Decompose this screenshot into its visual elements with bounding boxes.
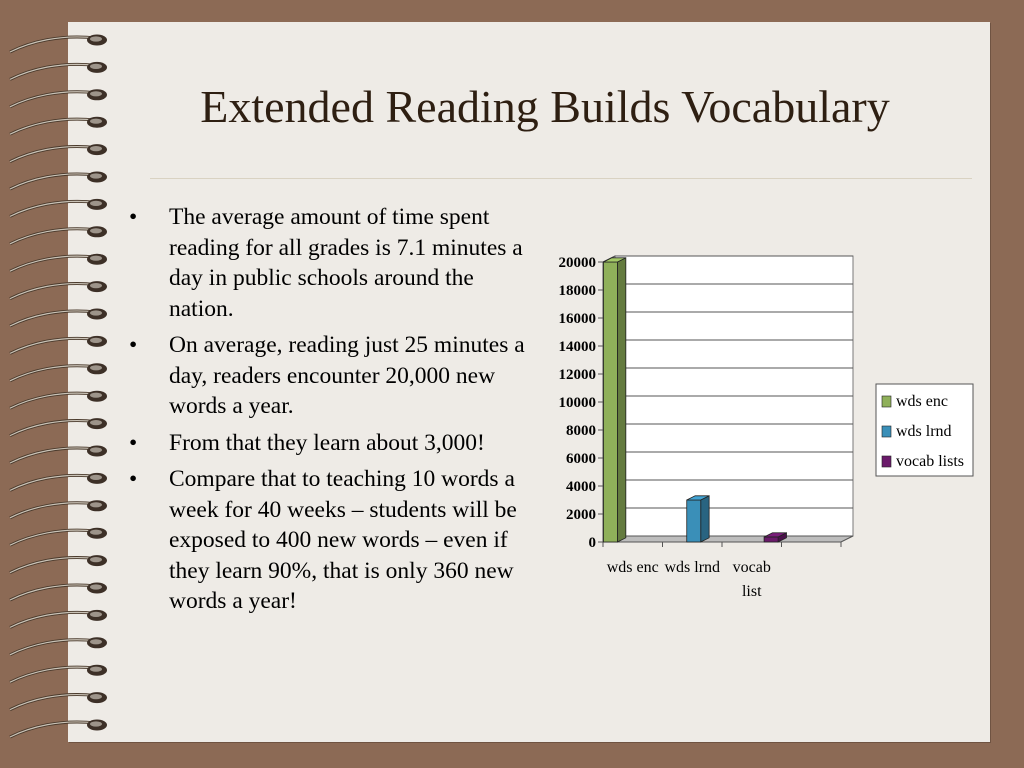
legend-swatch: [882, 396, 891, 407]
ring-hole-shine: [90, 502, 102, 507]
ring-hole-shine: [90, 365, 102, 370]
ring-hole-shine: [90, 612, 102, 617]
ring-wire: [10, 366, 96, 381]
ring-hole-shine: [90, 256, 102, 261]
spiral-ring: [10, 418, 107, 436]
spiral-ring: [10, 144, 107, 162]
slide-title: Extended Reading Builds Vocabulary: [200, 81, 890, 132]
bullet-text: The average amount of time spent reading for all grades is 7.1 minutes a day in public schools around the nation.: [169, 204, 523, 322]
bullet-text: From that they learn about 3,000!: [169, 429, 485, 456]
ring-hole-shine: [90, 639, 102, 644]
ring-hole-shine: [90, 667, 102, 672]
ring-wire: [10, 695, 96, 710]
ring-hole-shine: [90, 228, 102, 233]
ring-hole-shine: [90, 201, 102, 206]
ring-hole-shine: [90, 119, 102, 124]
ring-wire: [10, 338, 96, 353]
y-tick-label: 6000: [566, 451, 596, 467]
bar-side: [617, 258, 625, 542]
spiral-ring: [10, 336, 107, 354]
spiral-ring: [10, 500, 107, 518]
ring-hole-shine: [90, 530, 102, 535]
ring-hole-shine: [90, 91, 102, 96]
plot-floor: [603, 536, 853, 542]
ring-wire: [10, 612, 96, 627]
ring-hole-shine: [90, 64, 102, 69]
bullet-item: [125, 330, 535, 422]
ring-wire: [10, 475, 96, 490]
ring-hole-shine: [90, 557, 102, 562]
spiral-ring: [10, 254, 107, 272]
ring-hole-shine: [90, 338, 102, 343]
y-tick-label: 16000: [558, 311, 596, 327]
y-tick-label: 10000: [558, 395, 596, 411]
bar-front: [687, 500, 701, 542]
spiral-ring: [10, 363, 107, 381]
ring-hole-shine: [90, 721, 102, 726]
x-category-label: list: [741, 583, 762, 600]
ring-hole-shine: [90, 694, 102, 699]
bar-wds-lrnd: [687, 496, 709, 542]
ring-wire: [10, 119, 96, 134]
ring-wire: [10, 64, 96, 79]
spiral-ring: [10, 391, 107, 409]
y-tick-label: 20000: [558, 255, 596, 271]
bar-front: [603, 262, 617, 542]
title-divider: [150, 178, 972, 179]
bullet-marker: •: [129, 429, 138, 456]
ring-wire: [10, 530, 96, 545]
spiral-ring: [10, 199, 107, 217]
ring-wire: [10, 284, 96, 299]
ring-hole-shine: [90, 475, 102, 480]
spiral-ring: [10, 528, 107, 546]
x-category-label: wds lrnd: [664, 559, 721, 576]
spiral-ring: [10, 281, 107, 299]
bullet-item: [125, 428, 535, 459]
legend-label: wds enc: [896, 393, 948, 410]
y-tick-label: 14000: [558, 339, 596, 355]
ring-hole-shine: [90, 393, 102, 398]
ring-wire: [10, 421, 96, 436]
ring-wire: [10, 174, 96, 189]
spiral-ring: [10, 665, 107, 683]
ring-wire: [10, 37, 96, 52]
legend-label: wds lrnd: [896, 423, 952, 440]
legend-label: vocab lists: [896, 453, 964, 470]
spiral-ring: [10, 610, 107, 628]
ring-wire: [10, 147, 96, 162]
bullet-item: [125, 202, 535, 324]
y-tick-label: 8000: [566, 423, 596, 439]
bar-side: [701, 496, 709, 542]
spiral-ring: [10, 720, 107, 738]
bullet-marker: •: [129, 466, 138, 492]
ring-wire: [10, 256, 96, 271]
ring-wire: [10, 201, 96, 216]
ring-wire: [10, 558, 96, 573]
ring-wire: [10, 667, 96, 682]
bullet-item: [125, 464, 535, 617]
ring-wire: [10, 448, 96, 463]
ring-hole-shine: [90, 447, 102, 452]
spiral-ring: [10, 89, 107, 107]
bullet-marker: •: [129, 332, 138, 358]
ring-hole-shine: [90, 36, 102, 41]
bullet-text: Compare that to teaching 10 words a week for 40 weeks – students will be exposed to 400 new words – even if they learn 90%, that is only 360 new words a year!: [169, 466, 517, 614]
legend-swatch: [882, 456, 891, 467]
legend-swatch: [882, 426, 891, 437]
ring-wire: [10, 311, 96, 326]
spiral-ring: [10, 583, 107, 601]
spiral-ring: [10, 226, 107, 244]
spiral-ring: [10, 692, 107, 710]
bar-front: [764, 537, 778, 542]
spiral-ring: [10, 35, 107, 53]
spiral-ring: [10, 172, 107, 190]
y-tick-label: 0: [588, 535, 596, 551]
ring-hole-shine: [90, 283, 102, 288]
bullet-list: [125, 202, 535, 623]
ring-hole-shine: [90, 146, 102, 151]
ring-wire: [10, 92, 96, 107]
x-category-label: wds enc: [606, 559, 659, 576]
y-tick-label: 12000: [558, 367, 596, 383]
x-category-label: vocab: [732, 559, 771, 576]
y-tick-label: 18000: [558, 283, 596, 299]
spiral-ring: [10, 62, 107, 80]
spiral-binding: [0, 0, 140, 768]
vocabulary-bar-chart: [540, 240, 1010, 620]
spiral-ring: [10, 117, 107, 135]
bullet-marker: •: [129, 204, 138, 230]
spiral-ring: [10, 446, 107, 464]
spiral-ring: [10, 637, 107, 655]
ring-wire: [10, 393, 96, 408]
ring-hole-shine: [90, 584, 102, 589]
ring-wire: [10, 229, 96, 244]
ring-wire: [10, 503, 96, 518]
spiral-ring: [10, 555, 107, 573]
ring-hole-shine: [90, 420, 102, 425]
ring-wire: [10, 585, 96, 600]
y-tick-label: 4000: [566, 479, 596, 495]
bullet-text: On average, reading just 25 minutes a day, readers encounter 20,000 new words a year.: [169, 332, 525, 419]
ring-wire: [10, 640, 96, 655]
spiral-ring: [10, 309, 107, 327]
bar-wds-enc: [603, 258, 625, 542]
ring-hole-shine: [90, 310, 102, 315]
ring-hole-shine: [90, 173, 102, 178]
y-tick-label: 2000: [566, 507, 596, 523]
ring-wire: [10, 722, 96, 737]
spiral-ring: [10, 473, 107, 491]
